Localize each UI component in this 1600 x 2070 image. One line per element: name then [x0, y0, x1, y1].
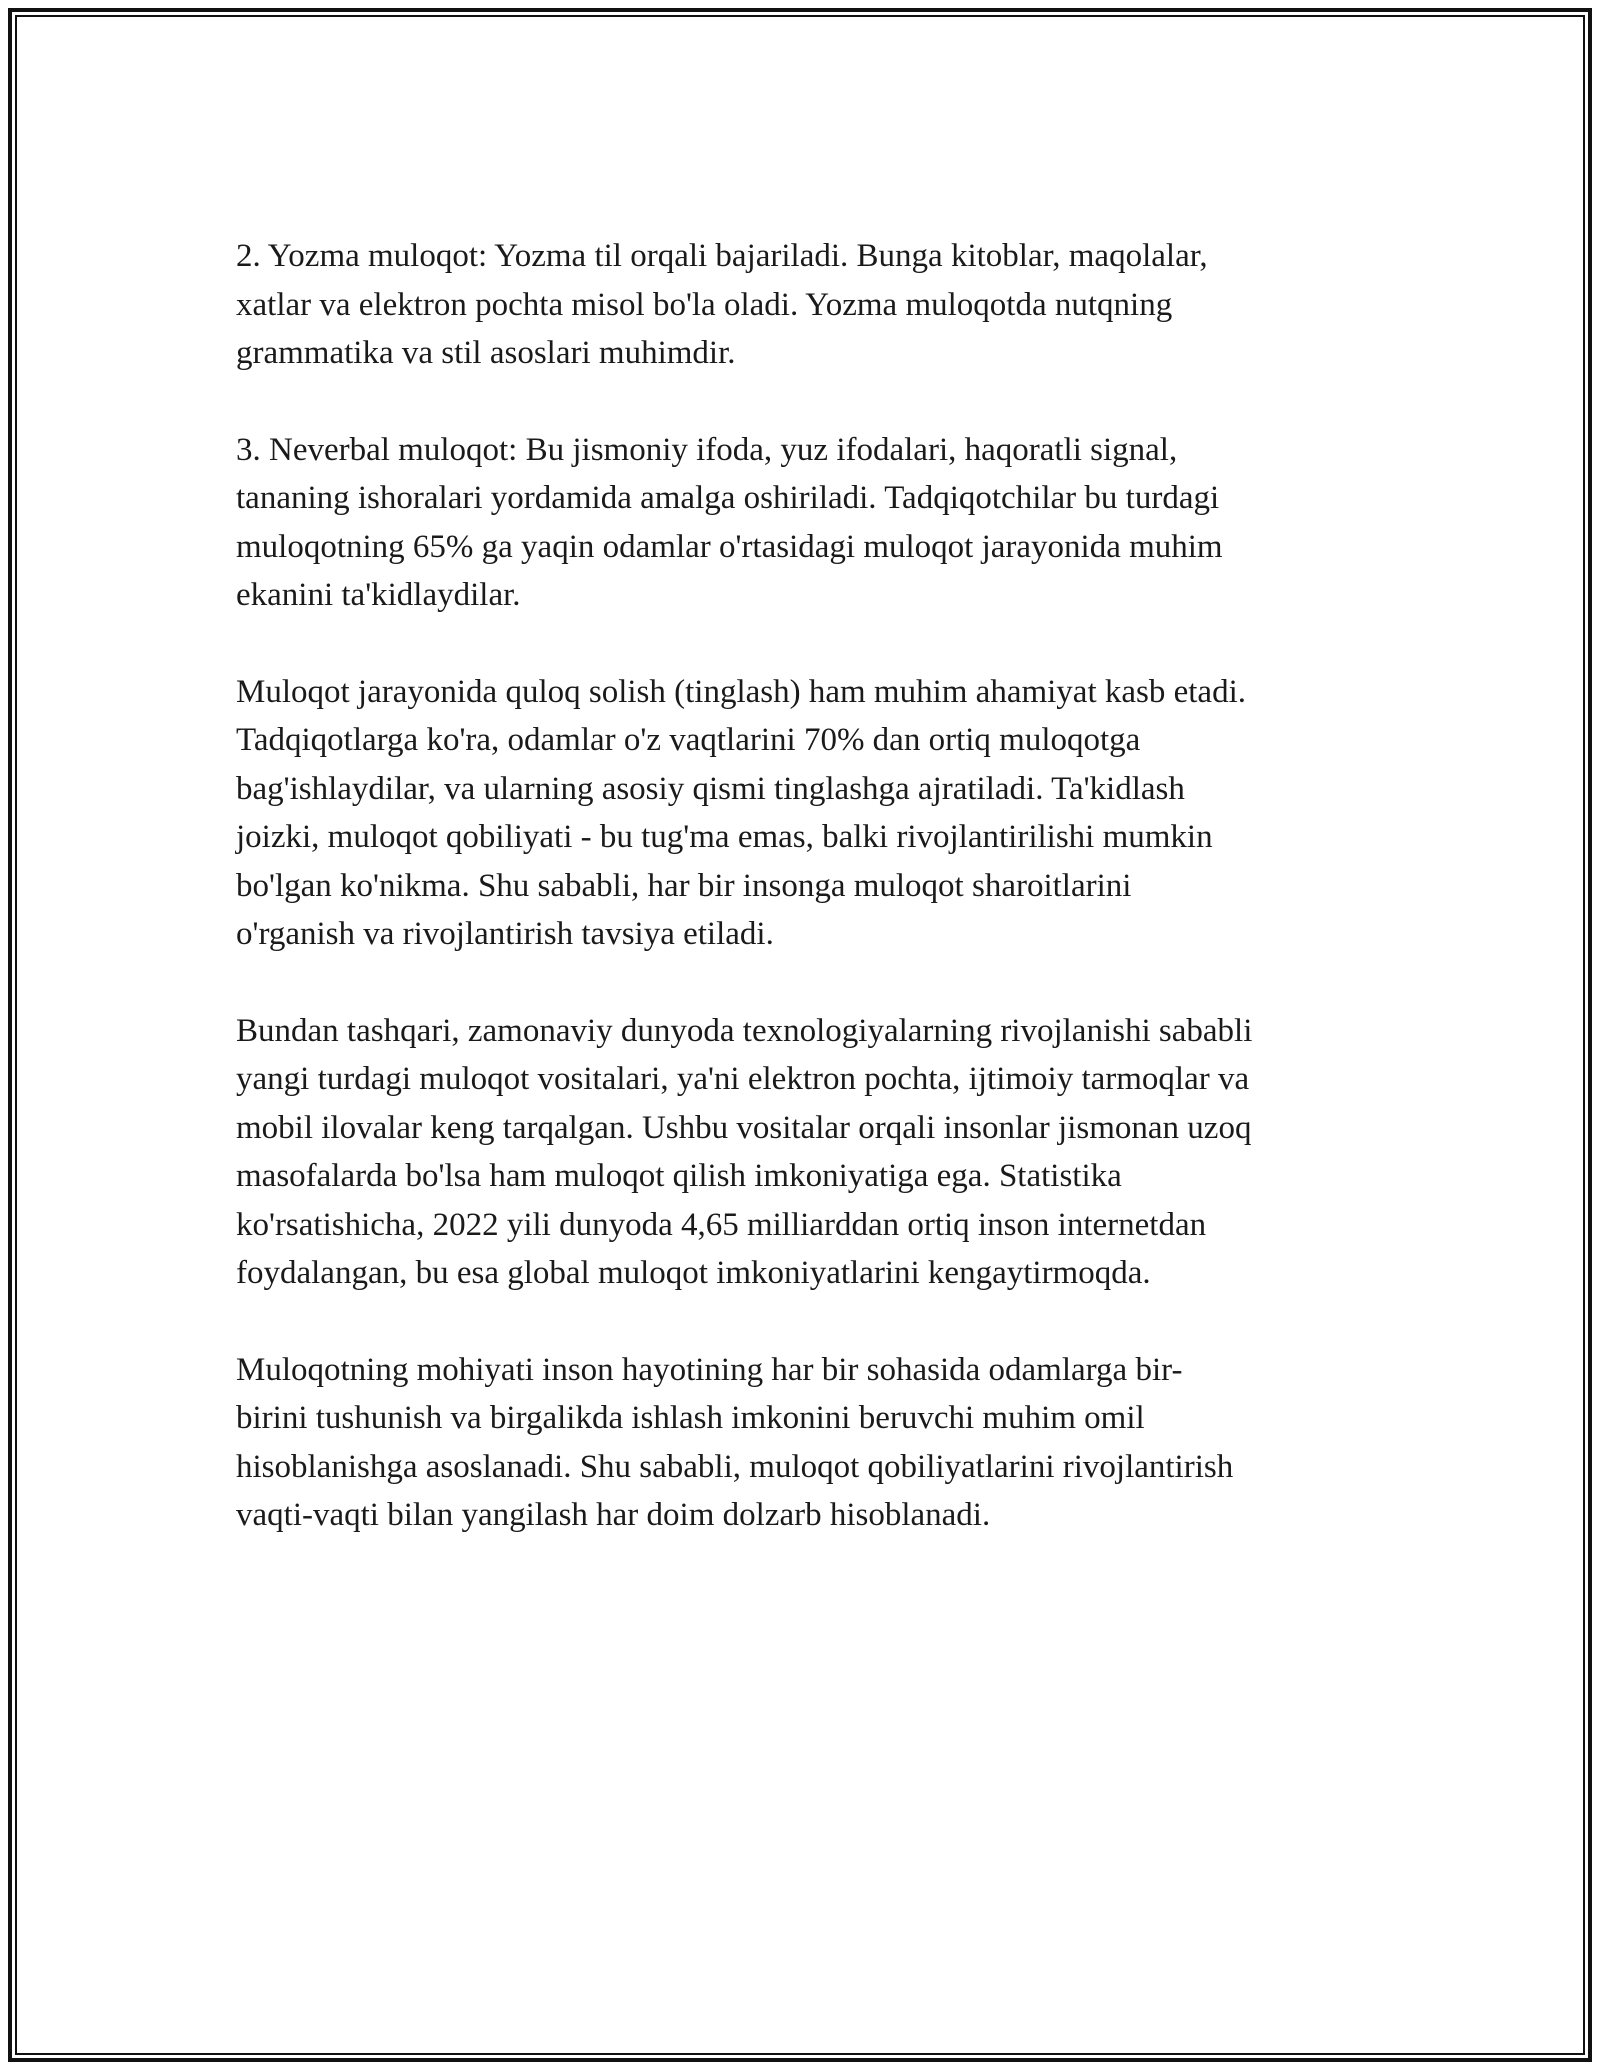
- paragraph-written-communication: 2. Yozma muloqot: Yozma til orqali bajariladi. Bunga kitoblar, maqolalar, xatlar va elektron pochta misol bo'la oladi. Yozma muloqotda nutqning grammatika va stil asoslari muhimdir.: [236, 238, 1208, 371]
- paragraph-technology: Bundan tashqari, zamonaviy dunyoda texnologiyalarning rivojlanishi sababli yangi turdagi muloqot vositalari, ya'ni elektron pochta, ijtimoiy tarmoqlar va mobil ilovalar keng tarqalgan. Ushbu vositalar orqali insonlar jismonan uzoq masofalarda bo'lsa ham muloqot qilish imkoniyatiga ega. Statistika ko'rsatishicha, 2022 yili dunyoda 4,65 milliarddan ortiq inson internetdan foydalangan, bu esa global muloqot imkoniyatlarini kengaytirmoqda.: [236, 1012, 1253, 1291]
- paragraph-nonverbal-communication: 3. Neverbal muloqot: Bu jismoniy ifoda, yuz ifodalari, haqoratli signal, tananing ishoralari yordamida amalga oshiriladi. Tadqiqotchilar bu turdagi muloqotning 65% ga yaqin odamlar o'rtasidagi muloqot jarayonida muhim ekanini ta'kidlaydilar.: [236, 431, 1223, 613]
- paragraph-listening: Muloqot jarayonida quloq solish (tinglash) ham muhim ahamiyat kasb etadi. Tadqiqotlarga ko'ra, odamlar o'z vaqtlarini 70% dan ortiq muloqotga bag'ishlaydilar, va ularning asosiy qismi tinglashga ajratiladi. Ta'kidlash joizki, muloqot qobiliyati - bu tug'ma emas, balki rivojlantirilishi mumkin bo'lgan ko'nikma. Shu sababli, har bir insonga muloqot sharoitlarini o'rganish va rivojlantirish tavsiya etiladi.: [236, 673, 1246, 952]
- document-body: [236, 232, 1376, 1588]
- paragraph-conclusion: Muloqotning mohiyati inson hayotining har bir sohasida odamlarga bir- birini tushunish va birgalikda ishlash imkonini beruvchi muhim omil hisoblanishga asoslanadi. Shu sababli, muloqot qobiliyatlarini rivojlantirish vaqti-vaqti bilan yangilash har doim dolzarb hisoblanadi.: [236, 1351, 1234, 1533]
